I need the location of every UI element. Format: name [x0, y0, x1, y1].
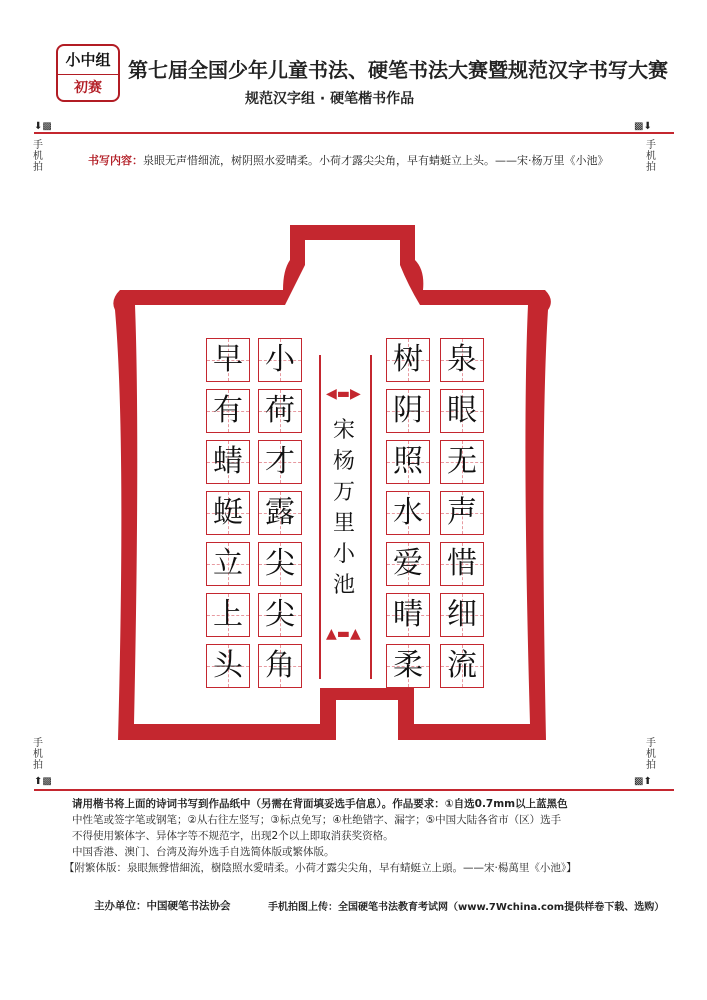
grid-cell: [206, 542, 250, 586]
upload-text: 手机拍图上传：全国硬笔书法教育考试网（www.7Wchina.com提供样卷下载、选购）: [268, 902, 665, 913]
badge-round-label: 初赛: [74, 80, 102, 96]
poem-character: 立: [213, 546, 243, 581]
poem-character: 树: [393, 342, 423, 377]
grid-cell: [258, 440, 302, 484]
camera-icon: ▩⬇: [634, 121, 652, 132]
side-label-top-left: 手机拍: [33, 140, 43, 173]
poem-character: 荷: [265, 393, 295, 428]
poem-character: 声: [447, 495, 477, 530]
grid-cell: [258, 389, 302, 433]
instructions-line-5: 【附繁体版：泉眼無聲惜細流，樹陰照水愛晴柔。小荷才露尖尖角，早有蜻蜓立上頭。——宋·楊萬里《小池》】: [64, 862, 577, 874]
instructions-line-1: 请用楷书将上面的诗词书写到作品纸中（另需在背面填妥选手信息）。作品要求：①自选0.7mm以上蓝黑色: [72, 798, 568, 810]
poem-character: 尖: [265, 597, 295, 632]
grid-cell: [206, 593, 250, 637]
poem-character: 细: [447, 597, 477, 632]
center-inscription: 宋杨万里小池: [332, 418, 355, 598]
camera-icon: ⬆▩: [34, 776, 52, 787]
grid-cell: [386, 389, 430, 433]
grid-cell: [258, 593, 302, 637]
grid-cell: [386, 644, 430, 688]
grid-cell: [386, 542, 430, 586]
grid-cell: [440, 491, 484, 535]
grid-cell: [440, 389, 484, 433]
poem-character: 早: [213, 342, 243, 377]
grid-cell: [386, 593, 430, 637]
camera-icon: ⬇▩: [34, 121, 52, 132]
grid-cell: [206, 440, 250, 484]
grid-cell: [440, 338, 484, 382]
grid-cell: [258, 542, 302, 586]
bottom-divider: [34, 789, 674, 791]
badge-group-label: 小中组: [58, 46, 118, 75]
content-label: 书写内容：: [88, 154, 143, 167]
instructions-line-3: 不得使用繁体字、异体字等不规范字，出现2个以上即取消获奖资格。: [72, 830, 394, 842]
side-label-top-right: 手机拍: [646, 140, 656, 173]
grid-cell: [258, 491, 302, 535]
poem-character: 爱: [393, 546, 423, 581]
poem-character: 尖: [265, 546, 295, 581]
poem-character: 无: [447, 444, 477, 479]
grid-cell: [206, 644, 250, 688]
poem-character: 角: [265, 648, 295, 683]
grid-cell: [440, 593, 484, 637]
grid-cell: [386, 338, 430, 382]
poem-character: 蜻: [213, 444, 243, 479]
grid-cell: [206, 491, 250, 535]
grid-cell: [258, 338, 302, 382]
page-subtitle: 规范汉字组 · 硬笔楷书作品: [245, 91, 415, 107]
poem-character: 上: [213, 597, 243, 632]
side-label-bottom-left: 手机拍: [33, 738, 43, 771]
camera-icon: ▩⬆: [634, 776, 652, 787]
page-title: 第七届全国少年儿童书法、硬笔书法大赛暨规范汉字书写大赛: [128, 58, 668, 82]
instructions-line-4: 中国香港、澳门、台湾及海外选手自选简体版或繁体版。: [72, 846, 335, 858]
poem-character: 流: [447, 648, 477, 683]
poem-character: 照: [393, 444, 423, 479]
grid-cell: [440, 644, 484, 688]
poem-character: 晴: [393, 597, 423, 632]
poem-character: 眼: [447, 393, 477, 428]
poem-character: 头: [213, 648, 243, 683]
poem-character: 蜓: [213, 495, 243, 530]
poem-character: 惜: [447, 546, 477, 581]
poem-character: 阴: [393, 393, 423, 428]
grid-cell: [258, 644, 302, 688]
instructions-line-2: 中性笔或签字笔或钢笔；②从右往左竖写；③标点免写；④杜绝错字、漏字；⑤中国大陆各省市（区）选手: [72, 814, 562, 826]
grid-cell: [386, 440, 430, 484]
side-label-bottom-right: 手机拍: [646, 738, 656, 771]
grid-cell: [440, 542, 484, 586]
grid-cell: [440, 440, 484, 484]
poem-character: 小: [265, 342, 295, 377]
ribbon-bottom-icon: ▲▬▲: [326, 626, 361, 642]
grid-cell: [386, 491, 430, 535]
grid-cell: [206, 338, 250, 382]
poem-character: 水: [393, 495, 423, 530]
content-text: 泉眼无声惜细流，树阴照水爱晴柔。小荷才露尖尖角，早有蜻蜓立上头。——宋·杨万里《小池》: [143, 154, 609, 167]
poem-character: 柔: [393, 648, 423, 683]
poem-character: 泉: [447, 342, 477, 377]
poem-character: 露: [265, 495, 295, 530]
grid-cell: [206, 389, 250, 433]
poem-character: 才: [265, 444, 295, 479]
ribbon-top-icon: ◀▬▶: [326, 386, 361, 402]
organizer-text: 主办单位：中国硬笔书法协会: [94, 900, 231, 912]
poem-character: 有: [213, 393, 243, 428]
